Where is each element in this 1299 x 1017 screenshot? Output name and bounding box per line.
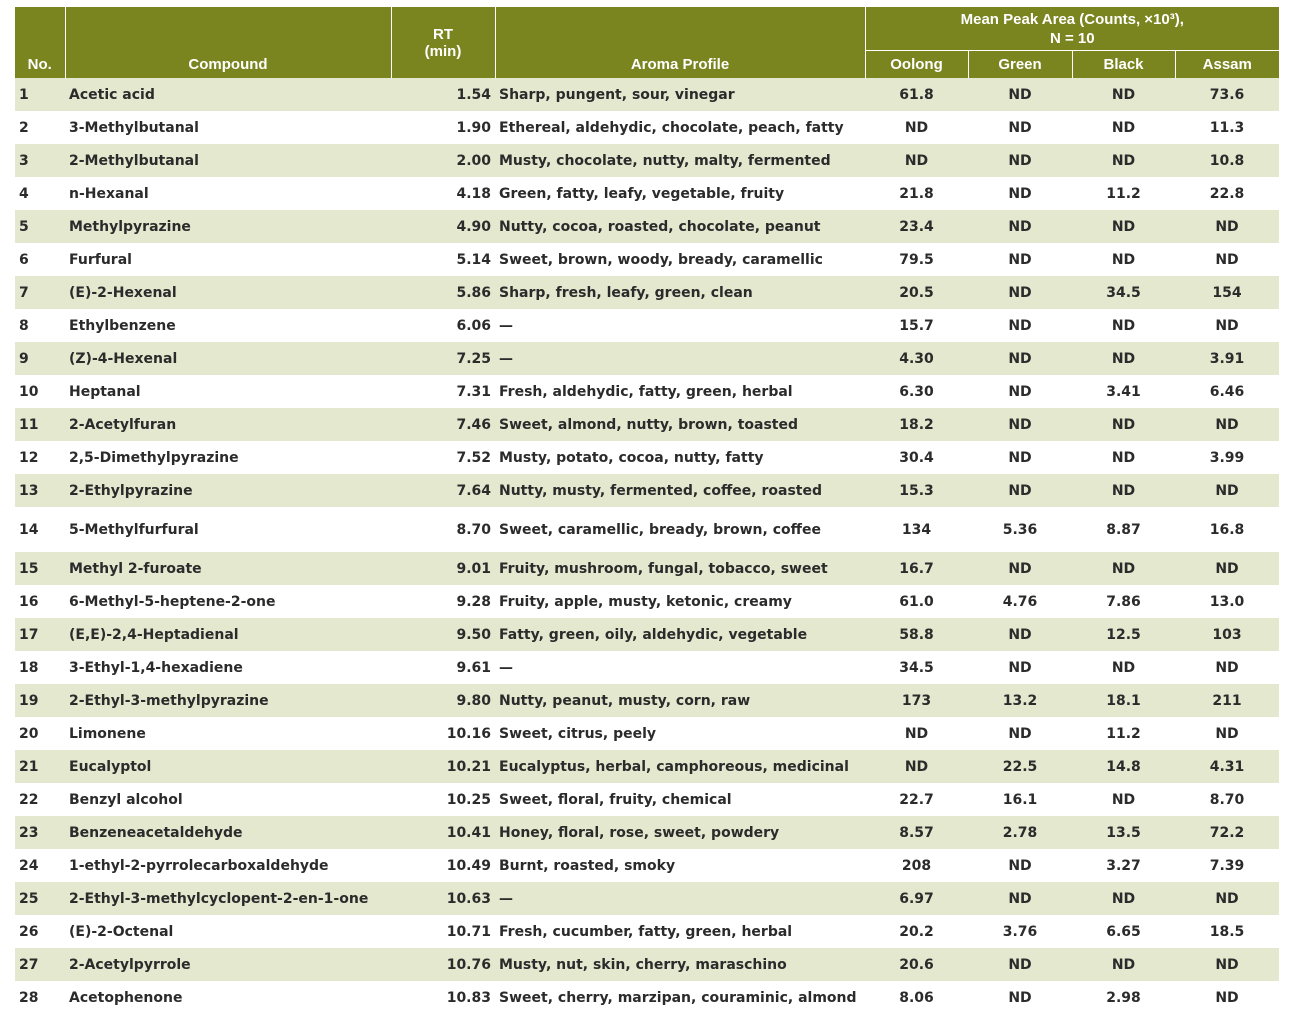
cell-no: 19 <box>15 684 65 717</box>
cell-no: 3 <box>15 144 65 177</box>
cell-black: 8.87 <box>1072 507 1175 552</box>
table-row <box>15 78 1279 111</box>
cell-rt: 10.63 <box>391 882 495 915</box>
cell-compound: 1-ethyl-2-pyrrolecarboxaldehyde <box>65 849 391 882</box>
cell-green: 16.1 <box>968 783 1072 816</box>
cell-green: ND <box>968 651 1072 684</box>
cell-assam: 154 <box>1175 276 1279 309</box>
table-row <box>15 684 1279 717</box>
cell-green: ND <box>968 210 1072 243</box>
cell-aroma: Musty, nut, skin, cherry, maraschino <box>495 948 865 981</box>
table-row <box>15 210 1279 243</box>
cell-assam: ND <box>1175 243 1279 276</box>
header-oolong: Oolong <box>865 51 968 79</box>
cell-compound: Benzyl alcohol <box>65 783 391 816</box>
cell-compound: 2-Acetylfuran <box>65 408 391 441</box>
header-rt-line2: (min) <box>424 42 462 60</box>
cell-rt: 2.00 <box>391 144 495 177</box>
cell-rt: 10.41 <box>391 816 495 849</box>
cell-green: ND <box>968 309 1072 342</box>
cell-green: 22.5 <box>968 750 1072 783</box>
table-row <box>15 111 1279 144</box>
cell-rt: 10.49 <box>391 849 495 882</box>
cell-rt: 7.52 <box>391 441 495 474</box>
cell-no: 7 <box>15 276 65 309</box>
cell-oolong: 15.7 <box>865 309 968 342</box>
cell-assam: 8.70 <box>1175 783 1279 816</box>
header-rt-line1: RT <box>433 25 453 43</box>
cell-assam: 22.8 <box>1175 177 1279 210</box>
cell-assam: 18.5 <box>1175 915 1279 948</box>
cell-compound: 2-Ethyl-3-methylpyrazine <box>65 684 391 717</box>
cell-compound: Benzeneacetaldehyde <box>65 816 391 849</box>
cell-oolong: 79.5 <box>865 243 968 276</box>
cell-assam: 103 <box>1175 618 1279 651</box>
cell-oolong: 23.4 <box>865 210 968 243</box>
cell-black: ND <box>1072 78 1175 111</box>
cell-black: 14.8 <box>1072 750 1175 783</box>
cell-rt: 10.25 <box>391 783 495 816</box>
cell-green: 5.36 <box>968 507 1072 552</box>
cell-rt: 6.06 <box>391 309 495 342</box>
cell-assam: 73.6 <box>1175 78 1279 111</box>
header-green: Green <box>968 51 1072 79</box>
cell-oolong: 134 <box>865 507 968 552</box>
cell-aroma: Nutty, musty, fermented, coffee, roasted <box>495 474 865 507</box>
cell-compound: Ethylbenzene <box>65 309 391 342</box>
cell-no: 12 <box>15 441 65 474</box>
cell-assam: 3.99 <box>1175 441 1279 474</box>
cell-no: 23 <box>15 816 65 849</box>
cell-aroma: Sweet, almond, nutty, brown, toasted <box>495 408 865 441</box>
cell-compound: Heptanal <box>65 375 391 408</box>
cell-black: 13.5 <box>1072 816 1175 849</box>
table-row <box>15 375 1279 408</box>
cell-black: 3.27 <box>1072 849 1175 882</box>
cell-aroma: Sharp, fresh, leafy, green, clean <box>495 276 865 309</box>
cell-rt: 9.01 <box>391 552 495 585</box>
header-group-line1: Mean Peak Area (Counts, ×10³), <box>960 10 1184 28</box>
cell-compound: 2,5-Dimethylpyrazine <box>65 441 391 474</box>
table-row <box>15 276 1279 309</box>
cell-compound: (E)-2-Hexenal <box>65 276 391 309</box>
cell-oolong: ND <box>865 111 968 144</box>
table-row <box>15 618 1279 651</box>
cell-black: ND <box>1072 783 1175 816</box>
table-row <box>15 474 1279 507</box>
cell-rt: 5.86 <box>391 276 495 309</box>
table-row <box>15 948 1279 981</box>
cell-rt: 1.90 <box>391 111 495 144</box>
table-row <box>15 552 1279 585</box>
cell-oolong: 22.7 <box>865 783 968 816</box>
cell-green: ND <box>968 552 1072 585</box>
cell-aroma: Sweet, caramellic, bready, brown, coffee <box>495 507 865 552</box>
cell-black: ND <box>1072 342 1175 375</box>
cell-no: 8 <box>15 309 65 342</box>
cell-rt: 9.50 <box>391 618 495 651</box>
header-mean-peak-area <box>865 7 1279 51</box>
table-row <box>15 309 1279 342</box>
cell-assam: ND <box>1175 210 1279 243</box>
header-black: Black <box>1072 51 1175 79</box>
cell-no: 1 <box>15 78 65 111</box>
cell-rt: 10.71 <box>391 915 495 948</box>
table-row <box>15 981 1279 1014</box>
cell-assam: 4.31 <box>1175 750 1279 783</box>
cell-no: 17 <box>15 618 65 651</box>
cell-assam: ND <box>1175 981 1279 1014</box>
cell-aroma: Fruity, apple, musty, ketonic, creamy <box>495 585 865 618</box>
table-row <box>15 882 1279 915</box>
cell-rt: 10.16 <box>391 717 495 750</box>
cell-no: 16 <box>15 585 65 618</box>
cell-rt: 9.61 <box>391 651 495 684</box>
cell-compound: (Z)-4-Hexenal <box>65 342 391 375</box>
cell-compound: 3-Ethyl-1,4-hexadiene <box>65 651 391 684</box>
cell-green: ND <box>968 276 1072 309</box>
cell-no: 13 <box>15 474 65 507</box>
cell-black: ND <box>1072 474 1175 507</box>
cell-rt: 1.54 <box>391 78 495 111</box>
cell-black: 3.41 <box>1072 375 1175 408</box>
cell-aroma: Fresh, cucumber, fatty, green, herbal <box>495 915 865 948</box>
cell-oolong: 20.2 <box>865 915 968 948</box>
cell-green: ND <box>968 342 1072 375</box>
table-row <box>15 441 1279 474</box>
header-group-line2: N = 10 <box>1049 29 1095 47</box>
cell-assam: ND <box>1175 474 1279 507</box>
cell-aroma: Fatty, green, oily, aldehydic, vegetable <box>495 618 865 651</box>
cell-aroma: Fresh, aldehydic, fatty, green, herbal <box>495 375 865 408</box>
table-row <box>15 717 1279 750</box>
cell-green: ND <box>968 243 1072 276</box>
cell-rt: 4.18 <box>391 177 495 210</box>
cell-green: ND <box>968 408 1072 441</box>
cell-rt: 9.80 <box>391 684 495 717</box>
cell-aroma: Musty, potato, cocoa, nutty, fatty <box>495 441 865 474</box>
cell-compound: Eucalyptol <box>65 750 391 783</box>
cell-no: 24 <box>15 849 65 882</box>
cell-compound: 2-Ethyl-3-methylcyclopent-2-en-1-one <box>65 882 391 915</box>
compound-table <box>15 7 1279 1014</box>
cell-no: 28 <box>15 981 65 1014</box>
cell-no: 14 <box>15 507 65 552</box>
cell-green: ND <box>968 111 1072 144</box>
cell-aroma: — <box>495 651 865 684</box>
cell-black: 34.5 <box>1072 276 1175 309</box>
cell-aroma: Nutty, peanut, musty, corn, raw <box>495 684 865 717</box>
table-row <box>15 849 1279 882</box>
cell-rt: 7.46 <box>391 408 495 441</box>
cell-black: ND <box>1072 882 1175 915</box>
cell-aroma: Musty, chocolate, nutty, malty, fermented <box>495 144 865 177</box>
cell-assam: 7.39 <box>1175 849 1279 882</box>
table-row <box>15 651 1279 684</box>
cell-oolong: ND <box>865 750 968 783</box>
cell-rt: 5.14 <box>391 243 495 276</box>
cell-assam: ND <box>1175 651 1279 684</box>
cell-no: 25 <box>15 882 65 915</box>
cell-no: 4 <box>15 177 65 210</box>
cell-compound: (E,E)-2,4-Heptadienal <box>65 618 391 651</box>
cell-oolong: 61.0 <box>865 585 968 618</box>
cell-oolong: 16.7 <box>865 552 968 585</box>
cell-rt: 4.90 <box>391 210 495 243</box>
table-row <box>15 750 1279 783</box>
cell-compound: 3-Methylbutanal <box>65 111 391 144</box>
cell-black: ND <box>1072 309 1175 342</box>
cell-compound: (E)-2-Octenal <box>65 915 391 948</box>
cell-oolong: 61.8 <box>865 78 968 111</box>
cell-green: 13.2 <box>968 684 1072 717</box>
table-row <box>15 243 1279 276</box>
cell-green: 4.76 <box>968 585 1072 618</box>
cell-compound: Methyl 2-furoate <box>65 552 391 585</box>
cell-assam: 6.46 <box>1175 375 1279 408</box>
cell-assam: ND <box>1175 552 1279 585</box>
table-row <box>15 408 1279 441</box>
cell-compound: n-Hexanal <box>65 177 391 210</box>
cell-assam: 10.8 <box>1175 144 1279 177</box>
table-row <box>15 507 1279 552</box>
cell-aroma: Ethereal, aldehydic, chocolate, peach, fatty <box>495 111 865 144</box>
cell-black: 2.98 <box>1072 981 1175 1014</box>
cell-no: 9 <box>15 342 65 375</box>
header-assam: Assam <box>1175 51 1279 79</box>
cell-aroma: — <box>495 309 865 342</box>
cell-no: 2 <box>15 111 65 144</box>
cell-black: ND <box>1072 210 1175 243</box>
cell-green: ND <box>968 882 1072 915</box>
cell-no: 27 <box>15 948 65 981</box>
cell-compound: 2-Acetylpyrrole <box>65 948 391 981</box>
cell-rt: 8.70 <box>391 507 495 552</box>
cell-aroma: Honey, floral, rose, sweet, powdery <box>495 816 865 849</box>
header-aroma: Aroma Profile <box>495 7 865 78</box>
cell-green: ND <box>968 177 1072 210</box>
table-row <box>15 585 1279 618</box>
cell-oolong: 6.30 <box>865 375 968 408</box>
cell-aroma: Sharp, pungent, sour, vinegar <box>495 78 865 111</box>
cell-no: 5 <box>15 210 65 243</box>
table-body <box>15 78 1279 1014</box>
cell-green: ND <box>968 618 1072 651</box>
cell-assam: ND <box>1175 309 1279 342</box>
cell-oolong: 30.4 <box>865 441 968 474</box>
cell-aroma: Sweet, citrus, peely <box>495 717 865 750</box>
cell-green: ND <box>968 849 1072 882</box>
cell-oolong: 173 <box>865 684 968 717</box>
cell-assam: ND <box>1175 408 1279 441</box>
cell-no: 18 <box>15 651 65 684</box>
cell-compound: Limonene <box>65 717 391 750</box>
cell-assam: 3.91 <box>1175 342 1279 375</box>
cell-aroma: Eucalyptus, herbal, camphoreous, medicinal <box>495 750 865 783</box>
cell-green: ND <box>968 78 1072 111</box>
cell-oolong: 15.3 <box>865 474 968 507</box>
cell-green: ND <box>968 717 1072 750</box>
cell-aroma: — <box>495 342 865 375</box>
cell-oolong: 8.06 <box>865 981 968 1014</box>
cell-compound: Furfural <box>65 243 391 276</box>
cell-black: 6.65 <box>1072 915 1175 948</box>
cell-black: ND <box>1072 651 1175 684</box>
header-rt <box>391 7 495 78</box>
cell-black: ND <box>1072 111 1175 144</box>
cell-rt: 10.76 <box>391 948 495 981</box>
cell-oolong: ND <box>865 144 968 177</box>
cell-rt: 10.83 <box>391 981 495 1014</box>
cell-assam: ND <box>1175 882 1279 915</box>
cell-oolong: 6.97 <box>865 882 968 915</box>
cell-oolong: 208 <box>865 849 968 882</box>
cell-oolong: 58.8 <box>865 618 968 651</box>
table-row <box>15 816 1279 849</box>
cell-black: ND <box>1072 441 1175 474</box>
cell-black: ND <box>1072 552 1175 585</box>
cell-compound: Methylpyrazine <box>65 210 391 243</box>
cell-assam: 13.0 <box>1175 585 1279 618</box>
cell-green: ND <box>968 441 1072 474</box>
cell-black: ND <box>1072 243 1175 276</box>
table-row <box>15 783 1279 816</box>
cell-no: 20 <box>15 717 65 750</box>
cell-no: 21 <box>15 750 65 783</box>
cell-black: 7.86 <box>1072 585 1175 618</box>
cell-black: ND <box>1072 948 1175 981</box>
cell-compound: 2-Methylbutanal <box>65 144 391 177</box>
cell-aroma: Sweet, brown, woody, bready, caramellic <box>495 243 865 276</box>
cell-assam: 11.3 <box>1175 111 1279 144</box>
cell-compound: 5-Methylfurfural <box>65 507 391 552</box>
cell-aroma: — <box>495 882 865 915</box>
cell-green: 2.78 <box>968 816 1072 849</box>
cell-aroma: Sweet, floral, fruity, chemical <box>495 783 865 816</box>
cell-compound: Acetophenone <box>65 981 391 1014</box>
cell-green: ND <box>968 144 1072 177</box>
cell-black: 11.2 <box>1072 717 1175 750</box>
cell-black: 11.2 <box>1072 177 1175 210</box>
table-row <box>15 144 1279 177</box>
cell-no: 6 <box>15 243 65 276</box>
cell-oolong: 20.6 <box>865 948 968 981</box>
cell-assam: 72.2 <box>1175 816 1279 849</box>
cell-aroma: Fruity, mushroom, fungal, tobacco, sweet <box>495 552 865 585</box>
cell-aroma: Nutty, cocoa, roasted, chocolate, peanut <box>495 210 865 243</box>
header-no: No. <box>15 7 65 78</box>
cell-no: 22 <box>15 783 65 816</box>
cell-green: ND <box>968 981 1072 1014</box>
table-row <box>15 915 1279 948</box>
cell-rt: 7.64 <box>391 474 495 507</box>
cell-aroma: Burnt, roasted, smoky <box>495 849 865 882</box>
header-compound: Compound <box>65 7 391 78</box>
cell-no: 10 <box>15 375 65 408</box>
cell-oolong: 4.30 <box>865 342 968 375</box>
cell-black: ND <box>1072 144 1175 177</box>
cell-compound: Acetic acid <box>65 78 391 111</box>
cell-assam: ND <box>1175 948 1279 981</box>
cell-no: 26 <box>15 915 65 948</box>
cell-rt: 7.31 <box>391 375 495 408</box>
cell-compound: 2-Ethylpyrazine <box>65 474 391 507</box>
cell-aroma: Sweet, cherry, marzipan, couraminic, almond <box>495 981 865 1014</box>
cell-assam: ND <box>1175 717 1279 750</box>
cell-green: ND <box>968 948 1072 981</box>
cell-rt: 10.21 <box>391 750 495 783</box>
cell-compound: 6-Methyl-5-heptene-2-one <box>65 585 391 618</box>
cell-oolong: 20.5 <box>865 276 968 309</box>
cell-black: ND <box>1072 408 1175 441</box>
cell-rt: 7.25 <box>391 342 495 375</box>
table-row <box>15 342 1279 375</box>
cell-oolong: 21.8 <box>865 177 968 210</box>
cell-no: 15 <box>15 552 65 585</box>
cell-assam: 211 <box>1175 684 1279 717</box>
cell-rt: 9.28 <box>391 585 495 618</box>
cell-assam: 16.8 <box>1175 507 1279 552</box>
cell-black: 18.1 <box>1072 684 1175 717</box>
cell-oolong: 8.57 <box>865 816 968 849</box>
cell-green: ND <box>968 375 1072 408</box>
table-row <box>15 177 1279 210</box>
cell-oolong: ND <box>865 717 968 750</box>
cell-aroma: Green, fatty, leafy, vegetable, fruity <box>495 177 865 210</box>
cell-oolong: 18.2 <box>865 408 968 441</box>
cell-no: 11 <box>15 408 65 441</box>
cell-green: ND <box>968 474 1072 507</box>
cell-black: 12.5 <box>1072 618 1175 651</box>
cell-oolong: 34.5 <box>865 651 968 684</box>
cell-green: 3.76 <box>968 915 1072 948</box>
